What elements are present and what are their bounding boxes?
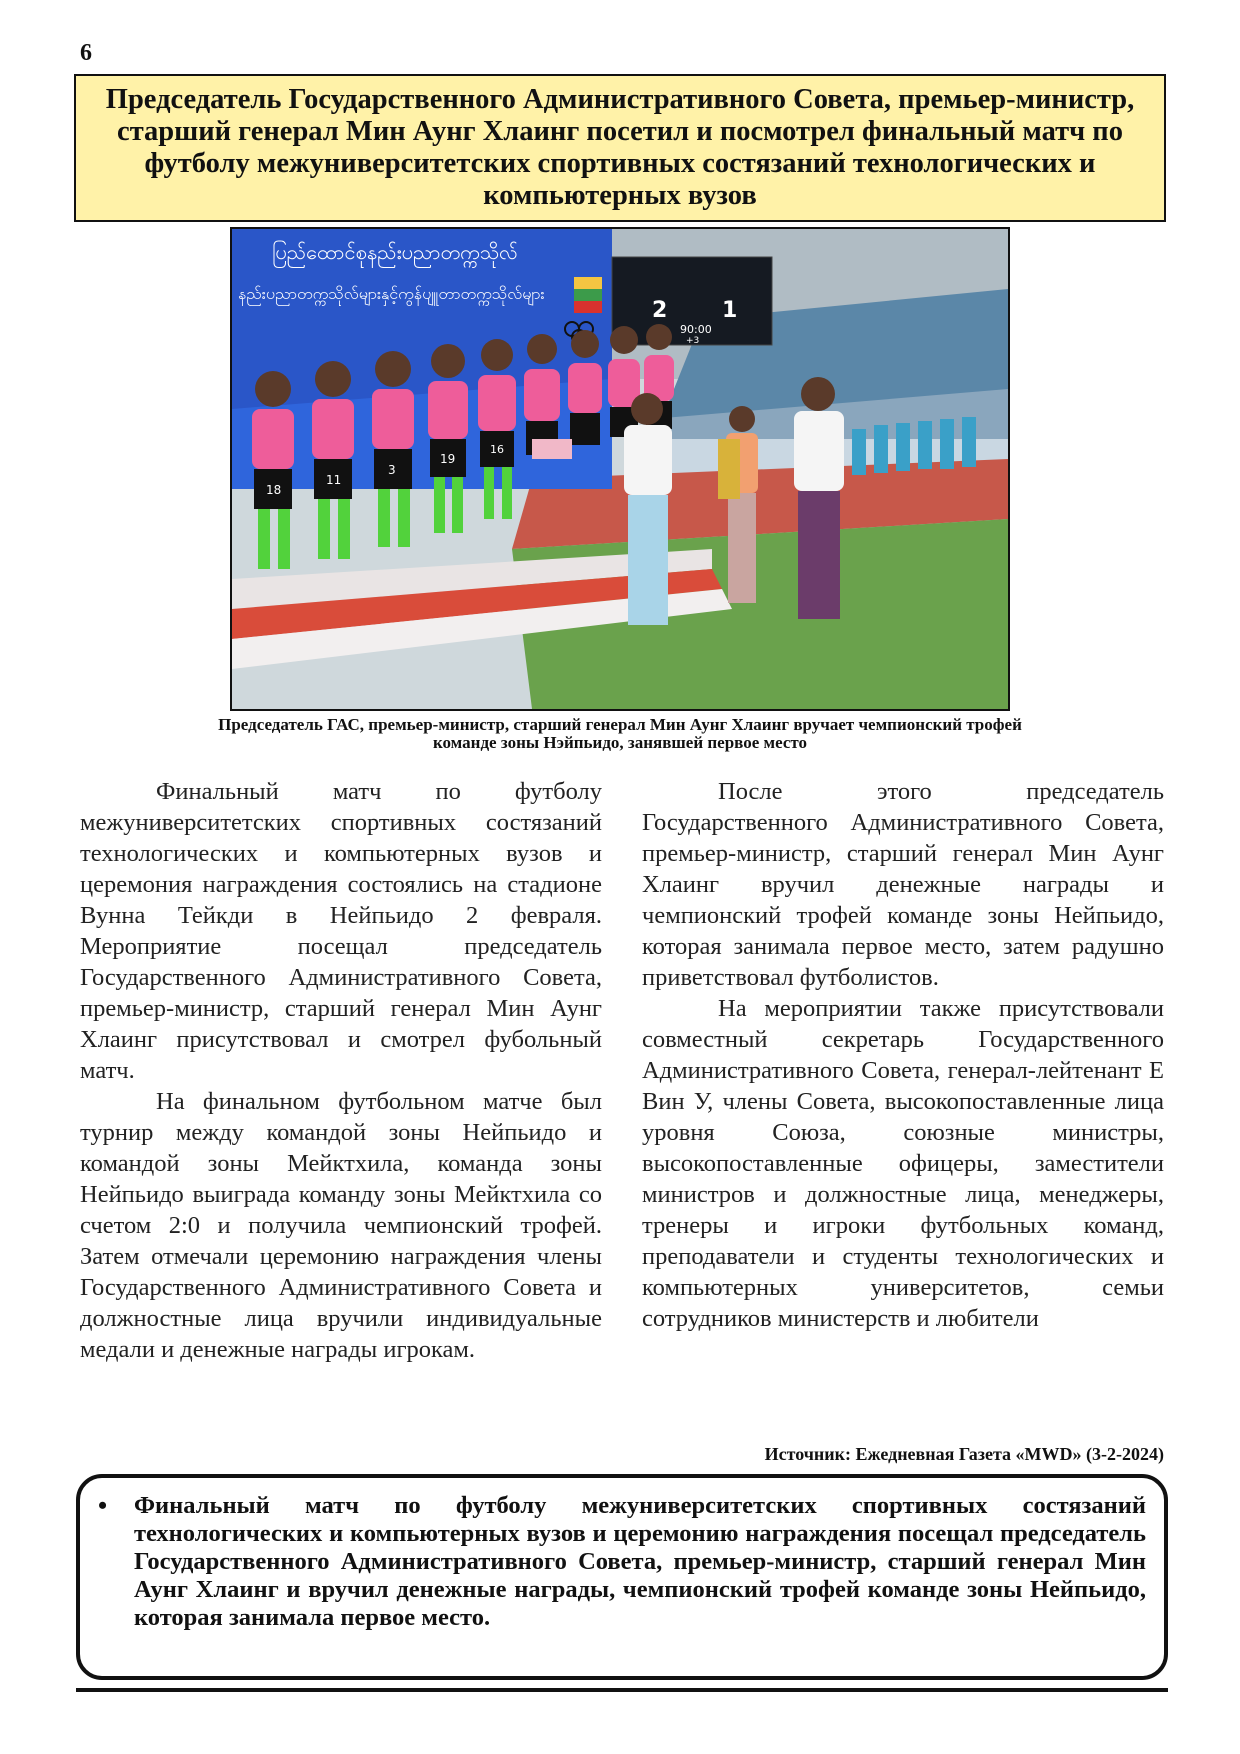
article-source: Источник: Ежедневная Газета «MWD» (3-2-2024) (764, 1444, 1164, 1464)
official-figure (794, 377, 844, 619)
summary-list (98, 1491, 1146, 1632)
jersey-number: 19 (440, 452, 456, 466)
banner-text-2: နည်းပညာတက္ကသိုလ်များနှင့်ကွန်ပျူတာတက္ကသိုလ်များ (238, 284, 545, 303)
article-paragraph: Финальный матч по футболу межуниверситетских спортивных состязаний технологических и компьютерных вузов и церемония награждения состоялись на стадионе Вунна Тейкди в Нейпьидо 2 февраля. Мероприятие посещал председатель Государственного Административного Совета, премьер-министр, старший генерал Мин Аунг Хлаинг присутствовал и смотрел фубольный матч. (80, 778, 602, 1084)
photo-caption: Председатель ГАС, премьер-министр, старший генерал Мин Аунг Хлаинг вручает чемпионский трофей команде зоны Нэйпьидо, занявшей первое место (218, 715, 1022, 752)
summary-text: Финальный матч по футболу межуниверситетских спортивных состязаний технологических и компьютерных вузов и церемонию награждения посещал председатель Государственного Административного Совета, премьер-министр, старший генерал Мин Аунг Хлаинг и вручил денежные награды, чемпионский трофей команде зоны Нейпьидо, которая занимала первое место. (134, 1492, 1146, 1631)
event-photo (230, 227, 1010, 711)
article-paragraph: После этого председатель Государственного Административного Совета, премьер-министр, старший генерал Мин Аунг Хлаинг вручил денежные награды и чемпионский трофей команде зоны Нейпьидо, которая занимала первое место, затем радушно приветствовал футболистов. (642, 778, 1164, 991)
article-paragraph: На мероприятии также присутствовали совместный секретарь Государственного Административного Совета, генерал-лейтенант Е Вин У, члены Совета, высокопоставленные лица уровня Союза, союзные министры, высокопоставленные офицеры, заместители министров и должностные лица, менеджеры, тренеры и игроки футбольных команд, преподаватели и студенты технологических и компьютерных университетов, семьи сотрудников министерств и любители (642, 995, 1164, 1332)
scoreboard (612, 257, 772, 346)
jersey-number: 3 (388, 463, 396, 477)
summary-item (98, 1491, 1146, 1632)
article-paragraph: На финальном футбольном матче был турнир между командой зоны Нейпьидо и командой зоны Мейктхила, команда зоны Нейпьидо выиграда команду зоны Мейктхила со счетом 2:0 и получила чемпионский трофей. Затем отмечали церемонию награждения члены Государственного Административного Совета и должностные лица вручили индивидуальные медали и денежные награды игрокам. (80, 1088, 602, 1363)
summary-box (76, 1474, 1168, 1680)
article-column-left (80, 776, 602, 1365)
jersey-number: 11 (326, 473, 342, 487)
page-number: 6 (80, 40, 92, 66)
banner-text-1: ပြည်ထောင်စုနည်းပညာတက္ကသိုလ် (272, 240, 518, 264)
bullet-icon: • (98, 1491, 108, 1520)
headline: Председатель Государственного Административного Совета, премьер-министр, старший генерал Мин Аунг Хлаинг посетил и посмотрел финальный матч по футболу межуниверситетских спортивных состязаний технологических и компьютерных вузов (105, 84, 1135, 211)
score-home: 2 (652, 298, 668, 323)
jersey-number: 16 (490, 443, 504, 456)
bottom-divider (76, 1688, 1168, 1692)
match-extra-time: +3 (686, 336, 700, 346)
jersey-number: 18 (266, 483, 282, 497)
article-column-right (642, 776, 1164, 1334)
match-time: 90:00 (680, 323, 712, 336)
score-away: 1 (722, 298, 738, 323)
trophy-box (532, 439, 572, 459)
headline-box (74, 74, 1166, 222)
trophy-icon (718, 439, 740, 499)
